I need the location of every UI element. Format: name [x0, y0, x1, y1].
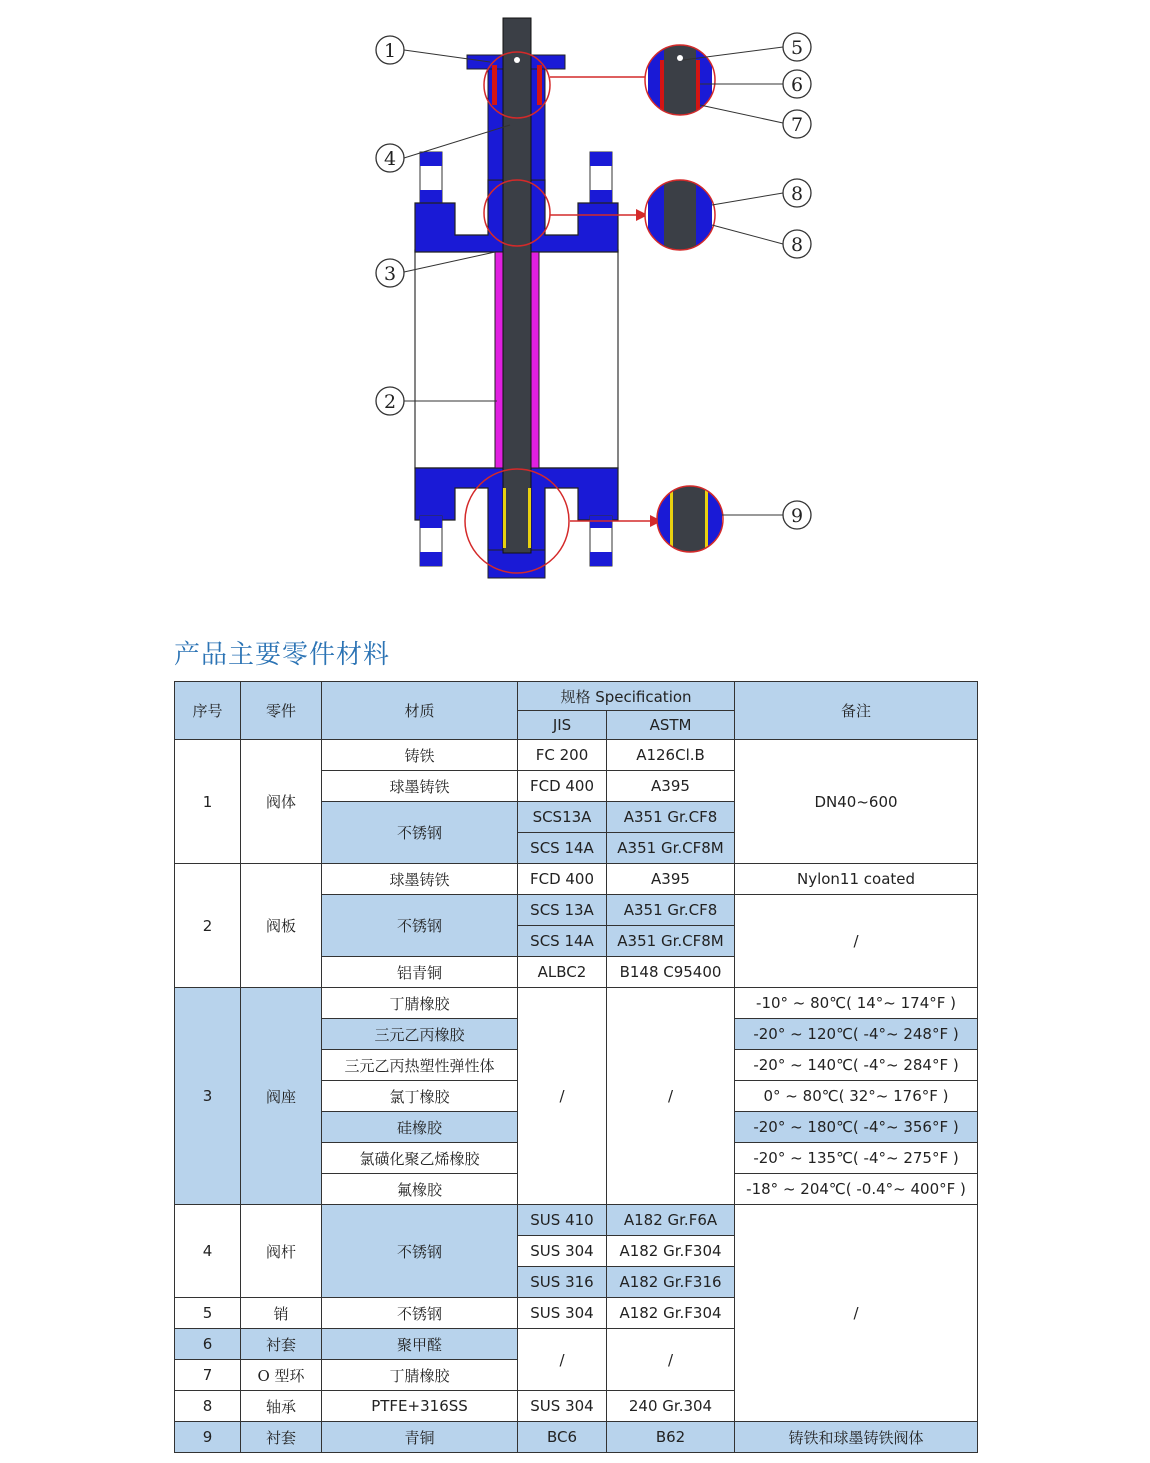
cell-astm: A351 Gr.CF8M — [607, 833, 735, 864]
cell-jis: ALBC2 — [518, 957, 607, 988]
cell-material: 球墨铸铁 — [322, 864, 518, 895]
cell-material: 氯磺化聚乙烯橡胶 — [322, 1143, 518, 1174]
cell-astm: A351 Gr.CF8 — [607, 802, 735, 833]
cell-part: 衬套 — [241, 1329, 322, 1360]
cell-part: 衬套 — [241, 1422, 322, 1453]
table-row — [175, 740, 978, 771]
cell-material: 不锈钢 — [322, 895, 518, 957]
cell-material: 不锈钢 — [322, 1298, 518, 1329]
cell-jis: SUS 304 — [518, 1391, 607, 1422]
cell-jis: SUS 316 — [518, 1267, 607, 1298]
header-remark: 备注 — [735, 682, 978, 740]
cell-jis: / — [518, 1329, 607, 1391]
cell-astm: A182 Gr.F6A — [607, 1205, 735, 1236]
cell-jis: SCS 14A — [518, 926, 607, 957]
cell-astm: 240 Gr.304 — [607, 1391, 735, 1422]
cell-material: 铝青铜 — [322, 957, 518, 988]
cell-part: 阀板 — [241, 864, 322, 988]
header-no: 序号 — [175, 682, 241, 740]
cell-jis: SCS 14A — [518, 833, 607, 864]
cell-material: 三元乙丙橡胶 — [322, 1019, 518, 1050]
callout-4: 4 — [383, 148, 397, 170]
callout-8b: 8 — [790, 234, 804, 256]
callout-1: 1 — [383, 40, 397, 62]
callout-7: 7 — [790, 114, 804, 136]
callout-3: 3 — [383, 263, 397, 285]
cell-remark: -10° ~ 80℃( 14°~ 174°F ) — [735, 988, 978, 1019]
table-row — [175, 864, 978, 895]
cell-jis: SUS 304 — [518, 1236, 607, 1267]
cell-jis: BC6 — [518, 1422, 607, 1453]
callout-8a: 8 — [790, 183, 804, 205]
cell-material: 丁腈橡胶 — [322, 988, 518, 1019]
header-material: 材质 — [322, 682, 518, 740]
cell-remark: Nylon11 coated — [735, 864, 978, 895]
cell-material: 硅橡胶 — [322, 1112, 518, 1143]
cell-jis: SUS 410 — [518, 1205, 607, 1236]
cell-material: 氯丁橡胶 — [322, 1081, 518, 1112]
header-astm: ASTM — [607, 711, 735, 740]
cell-material: 丁腈橡胶 — [322, 1360, 518, 1391]
stem — [503, 18, 531, 553]
header-jis: JIS — [518, 711, 607, 740]
cell-jis: SCS 13A — [518, 895, 607, 926]
cell-part: 阀杆 — [241, 1205, 322, 1298]
cell-no: 6 — [175, 1329, 241, 1360]
cell-no: 4 — [175, 1205, 241, 1298]
cell-no: 1 — [175, 740, 241, 864]
cell-jis: / — [518, 988, 607, 1205]
cell-no: 9 — [175, 1422, 241, 1453]
cell-remark: -20° ~ 140℃( -4°~ 284°F ) — [735, 1050, 978, 1081]
cell-astm: A182 Gr.F316 — [607, 1267, 735, 1298]
cell-part: 轴承 — [241, 1391, 322, 1422]
callout-2: 2 — [383, 391, 397, 413]
callout-9: 9 — [790, 505, 804, 527]
cell-remark: / — [735, 895, 978, 988]
cell-astm: A351 Gr.CF8 — [607, 895, 735, 926]
cell-material: 聚甲醛 — [322, 1329, 518, 1360]
cell-no: 2 — [175, 864, 241, 988]
table-row — [175, 1205, 978, 1236]
cell-astm: A182 Gr.F304 — [607, 1298, 735, 1329]
cell-jis: FCD 400 — [518, 864, 607, 895]
cell-material: 三元乙丙热塑性弹性体 — [322, 1050, 518, 1081]
detail-view-top — [640, 40, 720, 120]
cell-part: 阀体 — [241, 740, 322, 864]
cell-remark: 0° ~ 80℃( 32°~ 176°F ) — [735, 1081, 978, 1112]
cell-part: 阀座 — [241, 988, 322, 1205]
cell-astm: / — [607, 988, 735, 1205]
materials-table — [174, 681, 978, 1453]
detail-view-middle — [640, 175, 720, 255]
cell-no: 3 — [175, 988, 241, 1205]
cell-astm: A126Cl.B — [607, 740, 735, 771]
header-part: 零件 — [241, 682, 322, 740]
cell-astm: A395 — [607, 864, 735, 895]
section-title: 产品主要零件材料 — [174, 640, 391, 670]
cell-material: 不锈钢 — [322, 802, 518, 864]
cell-remark: -20° ~ 180℃( -4°~ 356°F ) — [735, 1112, 978, 1143]
cell-no: 5 — [175, 1298, 241, 1329]
cell-remark: -20° ~ 120℃( -4°~ 248°F ) — [735, 1019, 978, 1050]
table-row — [175, 988, 978, 1019]
cell-remark: 铸铁和球墨铸铁阀体 — [735, 1422, 978, 1453]
cell-part: 销 — [241, 1298, 322, 1329]
cell-astm: A182 Gr.F304 — [607, 1236, 735, 1267]
cell-jis: SUS 304 — [518, 1298, 607, 1329]
cell-part: O 型环 — [241, 1360, 322, 1391]
cell-material: 铸铁 — [322, 740, 518, 771]
cell-material: 氟橡胶 — [322, 1174, 518, 1205]
callout-5: 5 — [790, 37, 804, 59]
table-row — [175, 1422, 978, 1453]
header-spec: 规格 Specification — [518, 682, 735, 711]
valve-cross-section-diagram — [0, 0, 1150, 600]
cell-material: PTFE+316SS — [322, 1391, 518, 1422]
cell-astm: B148 C95400 — [607, 957, 735, 988]
callout-6: 6 — [790, 74, 804, 96]
cell-astm: A395 — [607, 771, 735, 802]
cell-jis: FC 200 — [518, 740, 607, 771]
detail-view-bottom — [650, 480, 730, 560]
cell-remark: -20° ~ 135℃( -4°~ 275°F ) — [735, 1143, 978, 1174]
cell-jis: FCD 400 — [518, 771, 607, 802]
cell-jis: SCS13A — [518, 802, 607, 833]
cell-material: 青铜 — [322, 1422, 518, 1453]
cell-material: 球墨铸铁 — [322, 771, 518, 802]
cell-remark: DN40~600 — [735, 740, 978, 864]
cell-astm: / — [607, 1329, 735, 1391]
cell-remark: / — [735, 1205, 978, 1422]
cell-no: 8 — [175, 1391, 241, 1422]
cell-material: 不锈钢 — [322, 1205, 518, 1298]
cell-astm: A351 Gr.CF8M — [607, 926, 735, 957]
cell-no: 7 — [175, 1360, 241, 1391]
cell-remark: -18° ~ 204℃( -0.4°~ 400°F ) — [735, 1174, 978, 1205]
cell-astm: B62 — [607, 1422, 735, 1453]
